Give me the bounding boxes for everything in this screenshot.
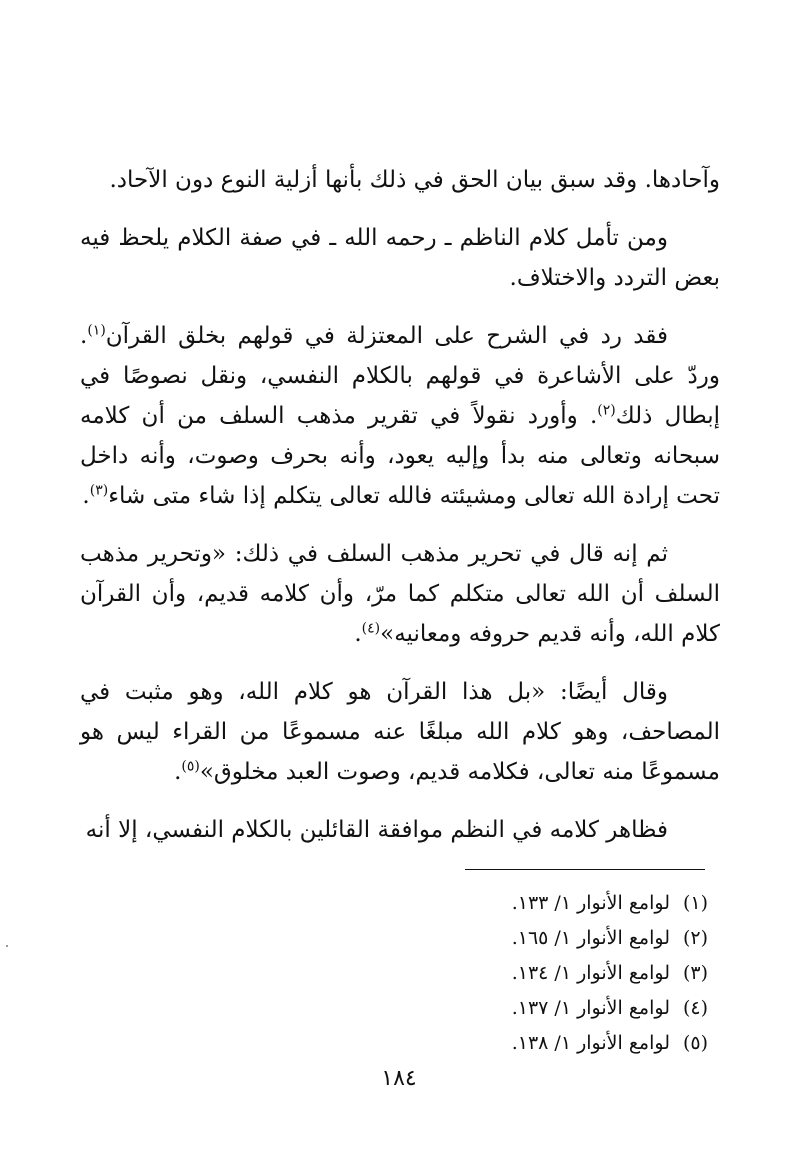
paragraph-text: . [174, 759, 182, 785]
footnote-separator [465, 869, 705, 870]
footnote-text: لوامع الأنوار ١/ ١٣٨. [511, 1032, 670, 1054]
footnote-number: (٥) [682, 1032, 708, 1054]
footnote-text: لوامع الأنوار ١/ ١٣٣. [511, 892, 670, 914]
footnote-4 [300, 991, 708, 1026]
footnote-2 [300, 921, 708, 956]
paragraph-5 [80, 672, 720, 792]
paragraph-6 [80, 810, 720, 850]
footnote-number: (٢) [682, 927, 708, 949]
paragraph-text: وآحادها. وقد سبق بيان الحق في ذلك بأنها أزلية النوع دون الآحاد. [109, 167, 720, 193]
paragraph-4 [80, 534, 720, 654]
footnote-text: لوامع الأنوار ١/ ١٣٤. [511, 962, 670, 984]
paragraph-text: ومن تأمل كلام الناظم ـ رحمه الله ـ في صفة الكلام يلحظ فيه بعض التردد والاختلاف. [80, 225, 720, 291]
paragraph-text: وقال أيضًا: «بل هذا القرآن هو كلام الله، وهو مثبت في المصاحف، وهو كلام الله مبلغًا عنه مسموعًا من القراء ليس هو مسموعًا منه تعالى، فكلامه قديم، وصوت العبد مخلوق» [80, 679, 720, 785]
main-text [80, 160, 720, 868]
paragraph-2 [80, 218, 720, 298]
paragraph-3 [80, 316, 720, 516]
footnotes [300, 886, 708, 1061]
scan-speck [6, 945, 8, 947]
footnote-ref-5: (٥) [181, 758, 200, 775]
paragraph-text: . [354, 621, 362, 647]
paragraph-text: . وردّ على الأشاعرة في قولهم بالكلام النفسي، ونقل نصوصًا في إبطال ذلك [80, 323, 720, 429]
footnote-number: (٤) [682, 997, 708, 1019]
paragraph-text: . [82, 483, 90, 509]
footnote-ref-4: (٤) [361, 620, 381, 637]
footnote-number: (٣) [682, 962, 708, 984]
footnote-5 [300, 1026, 708, 1061]
footnote-ref-3: (٣) [89, 482, 109, 499]
paragraph-text: . وأورد نقولاً في تقرير مذهب السلف من أن كلامه سبحانه وتعالى منه بدأ وإليه يعود، وأنه بحرف وصوت، وأنه داخل تحت إرادة الله تعالى ومشيئته فالله تعالى يتكلم إذا شاء متى شاء [80, 403, 720, 509]
footnote-3 [300, 956, 708, 991]
footnote-1 [300, 886, 708, 921]
page-number: ١٨٤ [381, 1066, 417, 1091]
paragraph-text: فظاهر كلامه في النظم موافقة القائلين بالكلام النفسي، إلا أنه [85, 817, 668, 843]
footnote-ref-1: (١) [87, 322, 106, 339]
footnote-text: لوامع الأنوار ١/ ١٣٧. [511, 997, 670, 1019]
paragraph-1 [80, 160, 720, 200]
footnote-ref-2: (٢) [597, 402, 616, 419]
footnote-text: لوامع الأنوار ١/ ١٦٥. [511, 927, 670, 949]
footnote-number: (١) [682, 892, 708, 914]
paragraph-text: فقد رد في الشرح على المعتزلة في قولهم بخلق القرآن [105, 323, 668, 349]
paragraph-text: ثم إنه قال في تحرير مذهب السلف في ذلك: «وتحرير مذهب السلف أن الله تعالى متكلم كما مرّ، وأن كلامه قديم، وأن القرآن كلام الله، وأنه قديم حروفه ومعانيه» [80, 541, 720, 647]
